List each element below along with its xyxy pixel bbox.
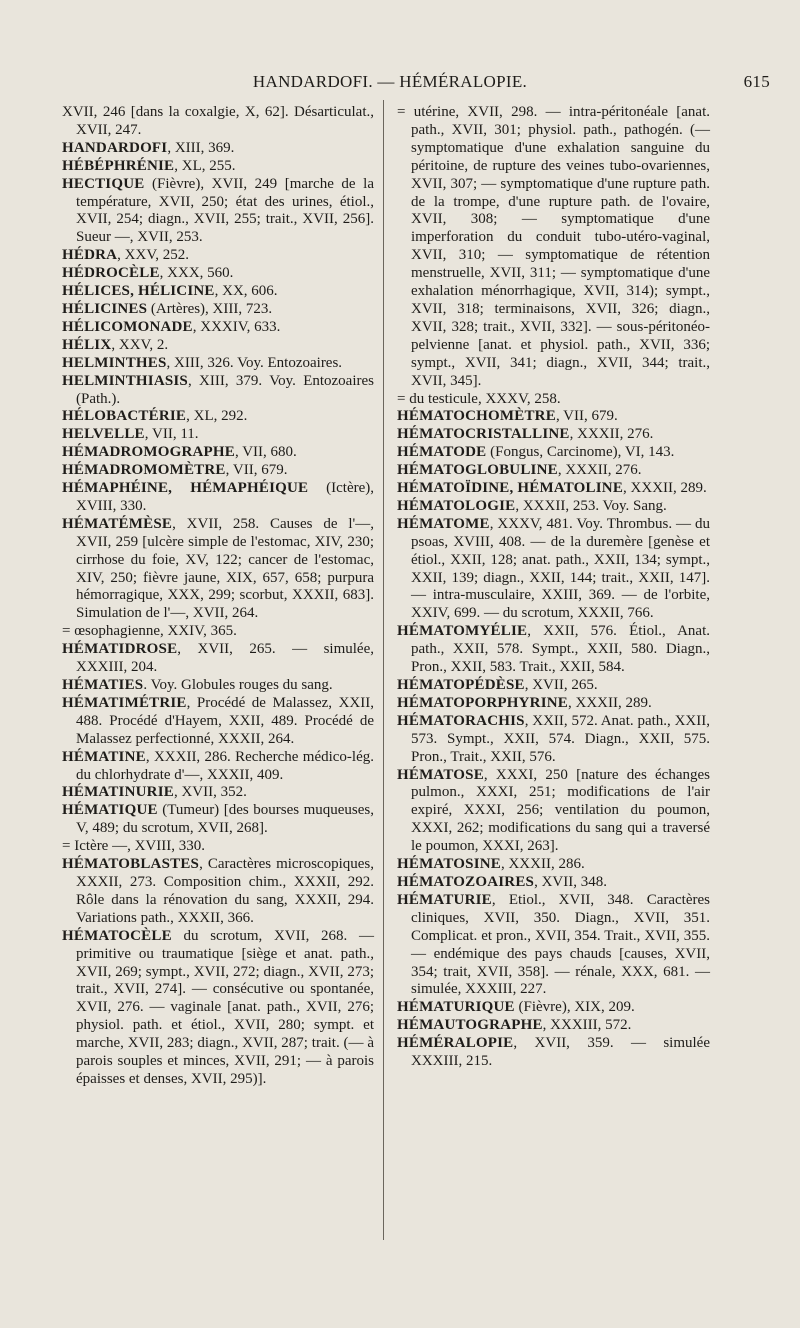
index-entry: [397, 408, 710, 426]
entry-text: , XVII, 359. — simulée XXXIII, 215.: [411, 1035, 710, 1070]
index-entry: [62, 373, 374, 409]
index-entry: [397, 391, 710, 409]
index-entry: [397, 677, 710, 695]
entry-text: , XXII, 572. Anat. path., XXII, 573. Sympt., XXII, 574. Diagn., XXII, 575. Pron., Trait., XXII, 576.: [411, 712, 710, 765]
index-entry: [397, 462, 710, 480]
index-entry: [397, 999, 710, 1017]
entry-text: , XVII, 265.: [524, 677, 598, 693]
entry-headword: HÉMAPHÉINE, HÉMAPHÉIQUE: [62, 480, 309, 497]
entry-text: , XL, 292.: [186, 408, 248, 425]
index-entry: [62, 802, 374, 838]
entry-headword: HÉLICOMONADE: [62, 318, 193, 335]
entry-text: du scrotum, XVII, 268. — primitive ou traumatique [siège et anat. path., XVII, 269; sympt., XVII, 272; diagn., XVII, 273; trait., XVII, 274]. — consécutive ou spontanée, XVII, 276. — vaginale [anat. path., XVII, 276; physiol. path. et étiol., XVII, 280; sympt. et marche, XVII, 283; diagn., XVII, 287; trait. (— à parois souples et minces, XVII, 291; — à parois épaisses et denses, XVII, 295)].: [76, 927, 374, 1087]
index-entry: [62, 695, 374, 749]
index-entry: [397, 480, 710, 498]
entry-headword: HÉMATOBLASTES: [62, 856, 200, 873]
index-entry: [397, 892, 710, 999]
index-entry: [62, 426, 374, 444]
entry-text: = œsophagienne, XXIV, 365.: [62, 623, 237, 640]
index-entry: [397, 1035, 710, 1071]
page-number: 615: [743, 72, 770, 91]
entry-headword: HÉMATOPÉDÈSE: [397, 677, 525, 693]
entry-text: , XXXIII, 572.: [542, 1017, 632, 1034]
index-entry: [62, 247, 374, 265]
entry-headword: HELMINTHES: [62, 354, 167, 371]
entry-headword: HÉMATÉMÈSE: [62, 515, 173, 532]
entry-text: . Voy. Globules rouges du sang.: [143, 677, 333, 693]
entry-headword: HÉMATURIQUE: [397, 999, 515, 1016]
entry-text: , XXX, 560.: [159, 265, 234, 282]
entry-headword: HÉMATURIE: [397, 891, 492, 908]
entry-text: , XXXIV, 633.: [192, 318, 281, 335]
entry-headword: HÉMATIDROSE: [62, 641, 178, 658]
entry-headword: HÉMATOGLOBULINE: [397, 462, 558, 479]
entry-headword: HÉMADROMOGRAPHE: [62, 444, 235, 461]
entry-headword: HÉMATIMÉTRIE: [62, 694, 187, 711]
entry-headword: HÉMATOCRISTALLINE: [397, 426, 570, 443]
entry-headword: HECTIQUE: [62, 175, 145, 192]
entry-headword: HÉMATOMYÉLIE: [397, 623, 528, 640]
entry-headword: HÉMAUTOGRAPHE: [397, 1017, 543, 1034]
entry-text: , XXXII, 286. Recherche médico-lég. du chlorhydrate d'—, XXXII, 409.: [76, 748, 374, 783]
entry-text: , XX, 606.: [214, 283, 278, 300]
entry-headword: HÉMATOCÈLE: [62, 927, 172, 944]
entry-text: (Fièvre), XVII, 249 [marche de la température, XVII, 250; état des urines, étiol., XVII, 254; diagn., XVII, 255; trait., XVII, 256]. Sueur —, XVII, 253.: [76, 175, 374, 246]
entry-text: , XXXV, 481. Voy. Thrombus. — du psoas, XVIII, 408. — de la duremère [genèse et étiol., XXII, 128; anat. path., XXII, 134; sympt., XXII, 139; diagn., XXII, 144; trait., XXII, 147]. — intra-musculaire, XXIII, 369. — de l'orbite, XXIV, 699. — du scrotum, XXXII, 766.: [411, 515, 710, 622]
entry-text: , XXXI, 250 [nature des échanges pulmon., XXXI, 251; modifications de l'air expiré, XXXI, 256; ventilation du poumon, XXXI, 262; modifications du sang qui a traversé le poumon, XXXI, 263].: [411, 766, 710, 855]
entry-text: , XXXII, 276.: [569, 426, 654, 443]
running-title: HANDARDOFI. — HÉMÉRALOPIE.: [252, 72, 528, 91]
index-entry: [62, 283, 374, 301]
entry-text: , Procédé de Malassez, XXII, 488. Procédé d'Hayem, XXII, 489. Procédé de Malassez perfectionné, XXXII, 264.: [76, 694, 374, 747]
index-entry: [397, 695, 710, 713]
entry-text: , Caractères microscopiques, XXXII, 273. Composition chim., XXXII, 292. Rôle dans la rénovation du sang, XXXII, 294. Variations path., XXXII, 366.: [76, 856, 374, 926]
entry-headword: HÉLICINES: [62, 300, 148, 317]
entry-text: (Artères), XIII, 723.: [147, 300, 273, 317]
index-entry: [62, 641, 374, 677]
entry-headword: HÉMATINURIE: [62, 784, 174, 801]
left-column: [62, 104, 374, 1089]
index-entry: [62, 265, 374, 283]
index-entry: [397, 767, 710, 857]
index-entry: [62, 838, 374, 856]
entry-headword: HÉDROCÈLE: [62, 265, 160, 282]
entry-text: , XVII, 258. Causes de l'—, XVII, 259 [ulcère simple de l'estomac, XIV, 230; cirrhose du foie, XV, 122; cancer de l'estomac, XIV, 250; fièvre jaune, XIX, 657, 658; purpura hémorragique, XXX, 299; scorbut, XXXII, 683]. Simulation de l'—, XVII, 264.: [76, 515, 374, 622]
entry-text: , XVII, 348.: [534, 873, 607, 890]
entry-headword: HELMINTHIASIS: [62, 372, 188, 389]
entry-text: (Fongus, Carcinome), VI, 143.: [486, 444, 675, 461]
entry-headword: HÉMATOME: [397, 515, 490, 532]
index-entry: [397, 498, 710, 516]
entry-headword: HÉMATOLOGIE: [397, 497, 516, 514]
index-entry: [397, 104, 710, 391]
index-entry: [397, 516, 710, 623]
entry-text: XVII, 246 [dans la coxalgie, X, 62]. Désarticulat., XVII, 247.: [62, 104, 374, 138]
index-entry: [62, 462, 374, 480]
entry-text: , XXXII, 286.: [500, 856, 585, 873]
entry-headword: HÉMATOZOAIRES: [397, 873, 535, 890]
entry-text: (Ictère), XVIII, 330.: [76, 480, 374, 514]
index-entry: [397, 856, 710, 874]
entry-text: , VII, 679.: [225, 462, 288, 479]
entry-text: , VII, 11.: [144, 426, 199, 443]
index-entry: [62, 104, 374, 140]
column-divider: [383, 100, 384, 1240]
index-entry: [62, 856, 374, 928]
index-entry: [62, 408, 374, 426]
entry-headword: HÉMATIES: [62, 677, 144, 693]
entry-headword: HÉMATODE: [397, 444, 487, 461]
index-entry: [62, 158, 374, 176]
entry-headword: HÉMATOSINE: [397, 856, 501, 873]
entry-headword: HÉDRA: [62, 247, 118, 264]
index-entry: [62, 784, 374, 802]
entry-text: (Tumeur) [des bourses muqueuses, V, 489; du scrotum, XVII, 268].: [76, 802, 374, 837]
entry-text: , XIII, 326. Voy. Entozoaires.: [166, 354, 343, 371]
entry-headword: HÉMATOSE: [397, 766, 484, 783]
entry-headword: HÉBÉPHRÉNIE: [62, 157, 175, 174]
index-entry: [62, 301, 374, 319]
entry-text: , VII, 679.: [555, 408, 618, 425]
entry-headword: HÉMATOCHOMÈTRE: [397, 408, 556, 425]
entry-text: , XIII, 379. Voy. Entozoaires (Path.).: [76, 372, 374, 407]
entry-headword: HÉMATINE: [62, 748, 146, 765]
index-entry: [62, 337, 374, 355]
index-entry: [397, 444, 710, 462]
entry-text: , XL, 255.: [174, 157, 236, 174]
entry-text: = du testicule, XXXV, 258.: [397, 390, 561, 407]
index-entry: [62, 444, 374, 462]
entry-text: (Fièvre), XIX, 209.: [514, 999, 635, 1016]
entry-headword: HÉMATORACHIS: [397, 712, 525, 729]
index-entry: [62, 480, 374, 516]
entry-text: , VII, 680.: [235, 444, 297, 461]
running-header: [60, 72, 780, 96]
entry-text: , XXXII, 289.: [623, 480, 707, 497]
entry-text: , XXXII, 276.: [557, 462, 642, 479]
entry-text: , Etiol., XVII, 348. Caractères cliniques, XVII, 350. Diagn., XVII, 351. Complicat. et pron., XVII, 354. Trait., XVII, 355. — endémique des pays chauds [causes, XVII, 354; trait, XVII, 358]. — rénale, XXX, 681. — simulée, XXXIII, 227.: [411, 891, 710, 998]
index-entry: [62, 516, 374, 623]
index-entry: [62, 140, 374, 158]
entry-headword: HÉMATOÏDINE, HÉMATOLINE: [397, 480, 624, 497]
index-entry: [62, 928, 374, 1089]
right-column: [397, 104, 710, 1071]
entry-headword: HÉMADROMOMÈTRE: [62, 462, 226, 479]
index-entry: [62, 176, 374, 248]
entry-text: , XXXII, 289.: [567, 694, 652, 711]
entry-headword: HÉLICES, HÉLICINE: [62, 283, 215, 300]
entry-text: , XXII, 576. Étiol., Anat. path., XXII, 578. Sympt., XXII, 580. Diagn., Pron., XXII, 583. Trait., XXII, 584.: [411, 623, 710, 676]
entry-headword: HÉLOBACTÉRIE: [62, 408, 187, 425]
index-entry: [397, 426, 710, 444]
index-entry: [397, 623, 710, 677]
entry-headword: HANDARDOFI: [62, 139, 168, 156]
entry-text: = Ictère —, XVIII, 330.: [62, 838, 205, 855]
entry-text: , XXV, 252.: [117, 247, 189, 264]
index-entry: [62, 623, 374, 641]
index-entry: [62, 749, 374, 785]
index-entry: [62, 355, 374, 373]
entry-headword: HÉMATIQUE: [62, 802, 158, 819]
entry-headword: HÉMATOPORPHYRINE: [397, 694, 568, 711]
index-entry: [62, 677, 374, 695]
entry-text: , XXV, 2.: [111, 336, 169, 353]
index-entry: [397, 874, 710, 892]
entry-headword: HÉMÉRALOPIE: [397, 1035, 514, 1052]
index-entry: [62, 319, 374, 337]
entry-text: = utérine, XVII, 298. — intra-péritonéale [anat. path., XVII, 301; physiol. path., pathogén. (— symptomatique d'une exhalation sanguine du péritoine, de rupture des veines tubo-ovariennes, XVII, 307; — symptomatique d'une rupture path. de la trompe, d'une rupture path. de l'ovaire, XVII, 308; — symptomatique d'une imperforation du conduit tubo-utéro-vaginal, XVII, 310; — symptomatique de rétention menstruelle, XVII, 311; — symptomatique d'une exhalation ménorrhagique, XVII, 314); sympt., XVII, 318; terminaisons, XVII, 326; diagn., XVII, 328; trait., XVII, 332]. — sous-péritonéo-pelvienne [anat. et physiol. path., XVII, 336; sympt., XVII, 341; diagn., XVII, 344; trait., XVII, 345].: [397, 104, 710, 389]
entry-headword: HÉLIX: [62, 336, 112, 353]
entry-headword: HELVELLE: [62, 426, 145, 443]
index-entry: [397, 1017, 710, 1035]
entry-text: , XVII, 265. — simulée, XXXIII, 204.: [76, 641, 374, 676]
index-entry: [397, 713, 710, 767]
entry-text: , XVII, 352.: [173, 784, 247, 801]
entry-text: , XIII, 369.: [167, 139, 235, 156]
entry-text: , XXXII, 253. Voy. Sang.: [515, 497, 667, 514]
